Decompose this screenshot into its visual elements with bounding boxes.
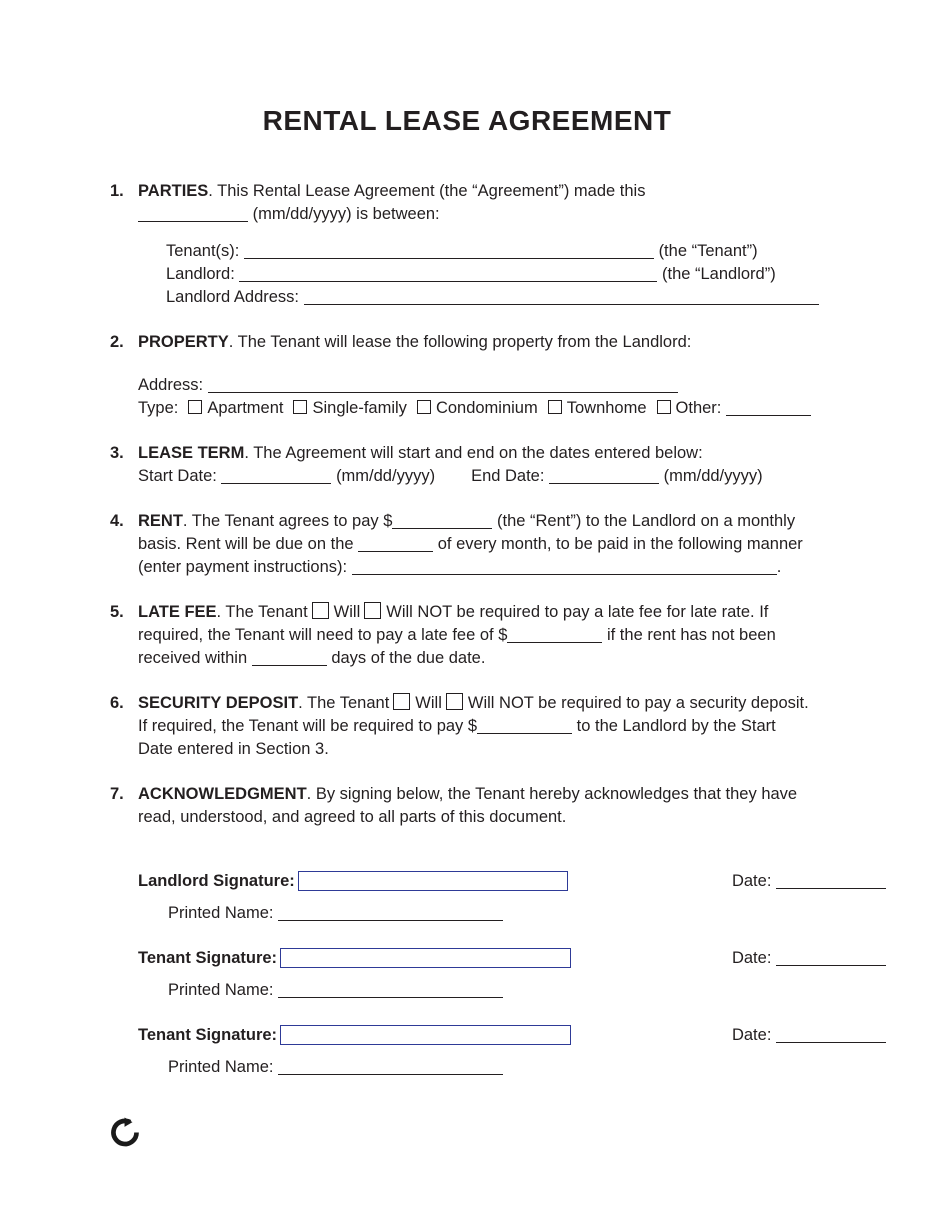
property-intro — [138, 331, 934, 354]
document-title: RENTAL LEASE AGREEMENT — [262, 105, 672, 136]
rent-due-day-blank — [358, 537, 433, 552]
rent-text-2: (the “Rent”) to the Landlord on a monthly — [496, 512, 796, 530]
late-fee-text-4: if the rent has not been — [606, 626, 776, 644]
start-date-label: Start Date: — [138, 467, 217, 485]
tenant-date-blank-2 — [776, 1028, 886, 1043]
tenant-label: Tenant(s): — [166, 242, 240, 260]
landlord-signature-input[interactable] — [298, 871, 568, 891]
deposit-will-label: Will — [415, 694, 442, 712]
rent-text-3: basis. Rent will be due on the — [138, 535, 354, 553]
late-fee-text-2: Will NOT be required to pay a late fee for late rate. If — [386, 603, 769, 621]
checkbox-deposit-will[interactable] — [393, 693, 410, 710]
tenant-suffix: (the “Tenant”) — [658, 242, 758, 260]
rent-text-1: . The Tenant agrees to pay $ — [182, 512, 393, 530]
section-number: 1. — [110, 182, 124, 200]
option-single-family-label: Single-family — [312, 399, 407, 417]
acknowledgment-paragraph — [138, 783, 934, 829]
section-heading: PROPERTY — [138, 333, 229, 351]
deposit-text-3: If required, the Tenant will be required to pay $ — [138, 717, 478, 735]
landlord-signature-label: Landlord Signature: — [138, 871, 295, 890]
late-fee-days-blank — [252, 651, 327, 666]
security-deposit-paragraph — [138, 692, 934, 761]
section-late-fee — [110, 601, 934, 670]
landlord-address-blank — [304, 290, 819, 305]
date-group — [732, 870, 886, 893]
parties-fields — [166, 240, 934, 309]
date-group — [732, 947, 886, 970]
section-heading: SECURITY DEPOSIT — [138, 694, 299, 712]
landlord-address-label: Landlord Address: — [166, 288, 300, 306]
date-group — [732, 1024, 886, 1047]
section-number: 7. — [110, 785, 124, 803]
checkbox-single-family[interactable] — [293, 400, 307, 414]
tenant-signature-input-2[interactable] — [280, 1025, 571, 1045]
acknowledgment-text-2: read, understood, and agreed to all parts of this document. — [138, 808, 567, 826]
late-fee-text-5: received within — [138, 649, 248, 667]
late-fee-amount-blank — [507, 628, 602, 643]
section-property — [110, 331, 934, 420]
date-label: Date: — [731, 1025, 772, 1044]
payment-instructions-blank — [352, 560, 777, 575]
property-intro-text: . The Tenant will lease the following property from the Landlord: — [228, 333, 692, 351]
section-heading: PARTIES — [138, 182, 209, 200]
rent-paragraph — [138, 510, 934, 579]
rent-text-4: of every month, to be paid in the following manner — [437, 535, 803, 553]
property-type-label: Type: — [138, 399, 179, 417]
section-number: 4. — [110, 512, 124, 530]
printed-name-label: Printed Name: — [168, 1058, 274, 1076]
deposit-text-4: to the Landlord by the Start — [576, 717, 776, 735]
tenant-printed-name-blank-2 — [278, 1060, 503, 1075]
lease-dates-line — [138, 465, 934, 488]
late-fee-text-6: days of the due date. — [331, 649, 486, 667]
parties-intro-text2: (mm/dd/yyyy) is between: — [252, 205, 440, 223]
late-fee-text-3: required, the Tenant will need to pay a late fee of $ — [138, 626, 508, 644]
tenant-line — [166, 240, 934, 263]
checkbox-late-fee-will[interactable] — [312, 602, 329, 619]
section-heading: ACKNOWLEDGMENT — [138, 785, 307, 803]
checkbox-late-fee-will-not[interactable] — [364, 602, 381, 619]
option-other-label: Other: — [675, 399, 722, 417]
landlord-suffix: (the “Landlord”) — [662, 265, 776, 283]
section-acknowledgment — [110, 783, 934, 1079]
section-parties — [110, 180, 934, 309]
landlord-line — [166, 263, 934, 286]
tenant-signature-row-1 — [138, 946, 934, 970]
landlord-address-line — [166, 286, 934, 309]
tenant-printed-name-blank-1 — [278, 983, 503, 998]
end-date-format: (mm/dd/yyyy) — [663, 467, 763, 485]
date-label: Date: — [731, 871, 772, 890]
tenant-name-blank — [244, 244, 654, 259]
other-type-blank — [726, 401, 811, 416]
parties-intro-text: . This Rental Lease Agreement (the “Agreement”) made this — [208, 182, 646, 200]
property-address-label: Address: — [138, 376, 204, 394]
logo-container — [110, 1117, 934, 1154]
start-date-format: (mm/dd/yyyy) — [336, 467, 436, 485]
tenant-signature-label: Tenant Signature: — [138, 948, 278, 967]
property-address-line — [138, 374, 934, 397]
late-fee-will-label: Will — [333, 603, 361, 621]
parties-intro — [138, 180, 934, 226]
option-condominium-label: Condominium — [435, 399, 538, 417]
late-fee-text-1: . The Tenant — [216, 603, 308, 621]
section-heading: LEASE TERM — [138, 444, 245, 462]
start-date-blank — [221, 469, 331, 484]
section-lease-term — [110, 442, 934, 488]
property-type-line — [138, 397, 934, 420]
section-security-deposit — [110, 692, 934, 761]
acknowledgment-text-1: . By signing below, the Tenant hereby acknowledges that they have — [306, 785, 798, 803]
deposit-text-5: Date entered in Section 3. — [138, 740, 329, 758]
tenant-date-blank-1 — [776, 951, 886, 966]
landlord-signature-row — [138, 869, 934, 893]
tenant-printed-name-line-2 — [168, 1056, 934, 1079]
checkbox-townhome[interactable] — [548, 400, 562, 414]
section-number: 3. — [110, 444, 124, 462]
late-fee-paragraph — [138, 601, 934, 670]
deposit-amount-blank — [477, 719, 572, 734]
section-number: 5. — [110, 603, 124, 621]
option-townhome-label: Townhome — [566, 399, 647, 417]
section-heading: LATE FEE — [138, 603, 217, 621]
lease-term-intro-text: . The Agreement will start and end on the dates entered below: — [244, 444, 703, 462]
lease-term-intro — [138, 442, 934, 465]
checkbox-condominium[interactable] — [417, 400, 431, 414]
landlord-name-blank — [239, 267, 657, 282]
option-apartment-label: Apartment — [207, 399, 284, 417]
tenant-signature-label: Tenant Signature: — [138, 1025, 278, 1044]
checkbox-deposit-will-not[interactable] — [446, 693, 463, 710]
end-date-label: End Date: — [471, 467, 545, 485]
section-rent — [110, 510, 934, 579]
made-this-date-blank — [138, 207, 248, 222]
deposit-text-1: . The Tenant — [298, 694, 390, 712]
rent-amount-blank — [392, 514, 492, 529]
tenant-signature-row-2 — [138, 1023, 934, 1047]
printed-name-label: Printed Name: — [168, 904, 274, 922]
rent-text-5: (enter payment instructions): — [138, 558, 348, 576]
property-address-blank — [208, 378, 678, 393]
tenant-printed-name-line-1 — [168, 979, 934, 1002]
section-heading: RENT — [138, 512, 183, 530]
checkbox-apartment[interactable] — [188, 400, 202, 414]
deposit-text-2: Will NOT be required to pay a security deposit. — [467, 694, 809, 712]
landlord-printed-name-line — [168, 902, 934, 925]
date-label: Date: — [731, 948, 772, 967]
rent-text-period: . — [776, 558, 782, 576]
end-date-blank — [549, 469, 659, 484]
landlord-date-blank — [776, 874, 886, 889]
signature-block — [138, 869, 934, 1079]
checkbox-other[interactable] — [657, 400, 671, 414]
landlord-label: Landlord: — [166, 265, 235, 283]
landlord-printed-name-blank — [278, 906, 503, 921]
circular-arrow-logo-icon — [110, 1117, 140, 1147]
printed-name-label: Printed Name: — [168, 981, 274, 999]
tenant-signature-input-1[interactable] — [280, 948, 571, 968]
section-number: 2. — [110, 333, 124, 351]
section-number: 6. — [110, 694, 124, 712]
